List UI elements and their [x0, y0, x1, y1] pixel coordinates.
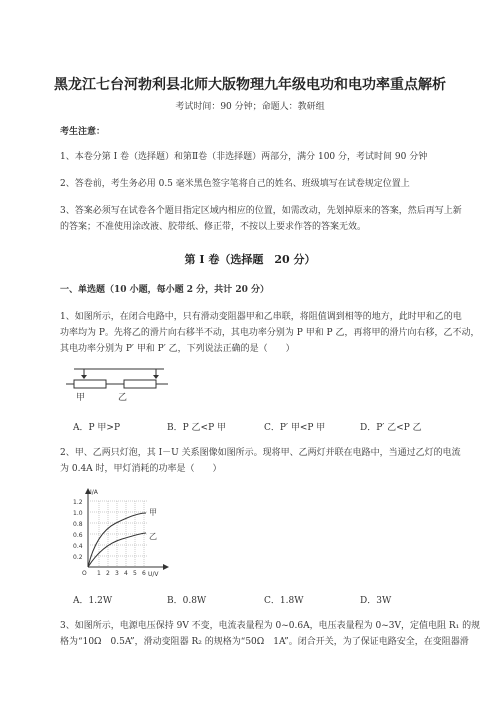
- label-jia: 甲: [76, 393, 86, 403]
- q2-option-b: B．0.8W: [167, 596, 207, 606]
- q2-option-a: A．1.2W: [73, 596, 113, 606]
- part-heading: 一、单选题（10 小题，每小题 2 分，共计 20 分）: [60, 285, 269, 295]
- y-tick-label: 1.0: [73, 510, 83, 517]
- x-tick-label: 6: [142, 570, 146, 577]
- y-tick-label: 1.2: [73, 499, 83, 506]
- resistor-yi: [124, 380, 156, 388]
- y-tick-label: 0.2: [73, 554, 83, 561]
- notice-item-3-cont: 的答案；不准使用涂改液、胶带纸、修正带，不按以上要求作答的答案无效。: [60, 222, 367, 232]
- x-tick-label: 1: [97, 570, 101, 577]
- q1-option-c: C．P′ 甲<P 甲: [264, 423, 326, 433]
- notice-item-1: 1、本卷分第 I 卷（选择题）和第Ⅱ卷（非选择题）两部分，满分 100 分，考试时间 90 分钟: [60, 152, 428, 162]
- x-axis-arrow: [163, 564, 169, 570]
- q1-option-d: D．P′ 乙<P 乙: [360, 423, 422, 433]
- resistor-jia: [74, 380, 106, 388]
- x-tick-label: 3: [115, 570, 119, 577]
- section-title: 第 I 卷（选择题 20 分）: [184, 253, 316, 266]
- curve-label-yi: 乙: [149, 532, 157, 541]
- q1-option-a: A．P 甲>P: [73, 423, 121, 433]
- q1-line-1: 1、如图所示，在闭合电路中，只有滑动变阻器甲和乙串联，将阻值调到相等的地方，此时甲和乙的电: [60, 312, 462, 322]
- y-tick-label: 0.8: [73, 521, 83, 528]
- notice-item-3: 3、答案必须写在试卷各个题目指定区域内相应的位置，如需改动，先划掉原来的答案，然后再写上新: [60, 206, 462, 216]
- q3-line-1: 3、如图所示，电源电压保持 9V 不变，电流表量程为 0~0.6A，电压表量程为 0~3V，定值电阻 R₁ 的规: [60, 621, 481, 631]
- label-yi: 乙: [118, 393, 128, 403]
- x-tick-label: 4: [124, 570, 128, 577]
- y-axis-label: I/A: [90, 489, 98, 496]
- q2-iu-graph: [68, 487, 173, 577]
- q2-option-c: C．1.8W: [264, 596, 304, 606]
- y-tick-label: 0.6: [73, 532, 83, 539]
- q2-option-d: D．3W: [360, 596, 392, 606]
- q2-line-1: 2、甲、乙两只灯泡，其 I－U 关系图像如图所示。现将甲、乙两灯并联在电路中，当通过乙灯的电流: [60, 448, 461, 458]
- q1-line-3: 其电功率分别为 P′ 甲和 P′ 乙，下列说法正确的是（ ）: [60, 344, 295, 354]
- arrow-head-yi: [153, 375, 159, 379]
- notice-heading: 考生注意：: [60, 127, 106, 137]
- y-tick-label: 0.4: [73, 543, 83, 550]
- q1-rheostat-figure: [64, 363, 174, 403]
- x-axis-label: U/V: [148, 571, 159, 577]
- q2-line-2: 为 0.4A 时，甲灯消耗的功率是（ ）: [60, 464, 222, 474]
- q1-line-2: 功率均为 P。先将乙的滑片向右移半不动，其电功率分别为 P 甲和 P 乙，再将甲的滑片向右移，乙不动，: [60, 328, 480, 338]
- q1-option-b: B．P 乙<P 甲: [167, 423, 226, 433]
- q3-line-2: 格为“10Ω 0.5A”，滑动变阻器 R₂ 的规格为“50Ω 1A”。闭合开关，为了保证电路安全，在变阻器滑: [60, 637, 469, 647]
- arrow-head-jia: [81, 375, 87, 379]
- x-tick-label: O: [82, 570, 87, 577]
- page-title: 黑龙江七台河勃利县北师大版物理九年级电功和电功率重点解析: [54, 77, 446, 93]
- x-tick-label: 5: [133, 570, 137, 577]
- curve-label-jia: 甲: [149, 508, 157, 517]
- exam-subtitle: 考试时间：90 分钟；命题人：教研组: [175, 102, 325, 112]
- notice-item-2: 2、答卷前，考生务必用 0.5 毫米黑色签字笔将自己的姓名、班级填写在试卷规定位置上: [60, 179, 410, 189]
- x-tick-label: 2: [106, 570, 110, 577]
